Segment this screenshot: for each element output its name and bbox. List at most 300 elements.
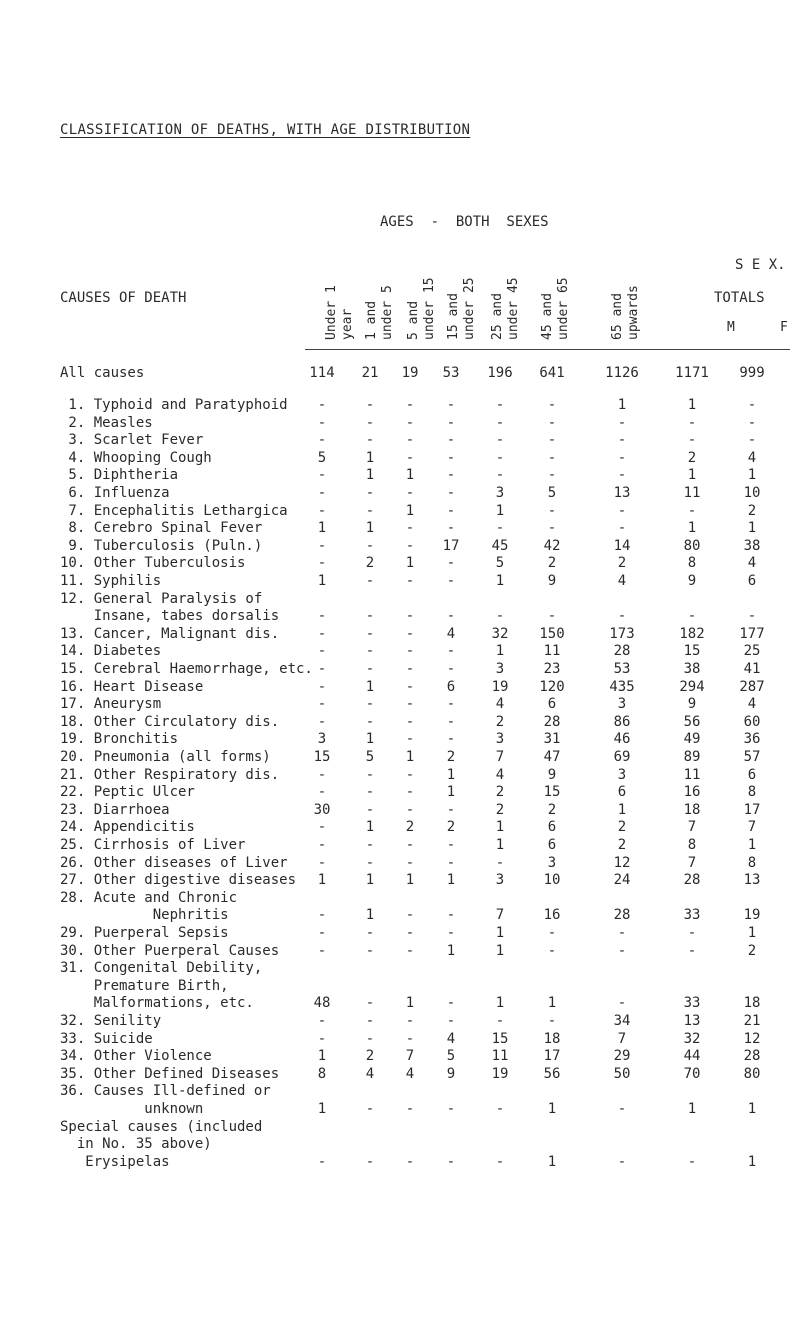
value-cell: 1 — [495, 573, 505, 589]
value-cell: 1 — [495, 925, 505, 941]
totals-header: TOTALS — [714, 290, 765, 306]
value-cell: - — [317, 502, 327, 519]
table-row — [0, 1031, 800, 1049]
value-cell: 1 — [687, 520, 697, 537]
cause-label: 33. Suicide — [60, 1030, 153, 1047]
cause-label: 11. Syphilis — [60, 573, 162, 589]
age-column-header — [610, 285, 705, 340]
value-cell: 11 — [683, 485, 701, 501]
value-cell: - — [446, 397, 456, 413]
value-cell: 1 — [495, 995, 505, 1012]
male-header: M — [727, 320, 735, 335]
value-cell: 56 — [543, 1065, 561, 1082]
value-cell: - — [317, 661, 327, 677]
value-cell: - — [365, 925, 375, 941]
value-cell: - — [446, 925, 456, 941]
value-cell: 2 — [365, 555, 375, 572]
cause-label: 2. Measles — [60, 414, 153, 431]
value-cell: 8 — [747, 854, 757, 871]
value-cell: - — [365, 573, 375, 589]
value-cell: 28 — [613, 907, 631, 924]
table-row — [0, 890, 800, 925]
value-cell: 1 — [495, 819, 505, 836]
value-cell: 3 — [547, 854, 557, 871]
table-row — [0, 450, 800, 468]
age-column-header-text: 65 and upwards — [610, 285, 641, 340]
value-cell: - — [317, 713, 327, 730]
value-cell: - — [405, 449, 415, 466]
value-cell: - — [365, 625, 375, 642]
value-cell: - — [405, 1030, 415, 1047]
value-cell: 4 — [446, 625, 456, 642]
value-cell: 28 — [543, 713, 561, 730]
value-cell: 8 — [687, 837, 697, 853]
value-cell: - — [446, 467, 456, 484]
value-cell: - — [405, 713, 415, 730]
page-title: CLASSIFICATION OF DEATHS, WITH AGE DISTRIBUTION — [60, 122, 471, 138]
value-cell: 2 — [405, 819, 415, 836]
value-cell: - — [317, 854, 327, 871]
value-cell: 3 — [495, 872, 505, 889]
table-row — [0, 714, 800, 732]
value-cell: - — [495, 1100, 505, 1117]
cause-label: 25. Cirrhosis of Liver — [60, 837, 246, 853]
value-cell: - — [687, 414, 697, 431]
value-cell: - — [687, 925, 697, 941]
value-cell: 15 — [543, 784, 561, 801]
value-cell: - — [617, 925, 627, 941]
value-cell: 49 — [683, 731, 701, 748]
table-row — [0, 365, 800, 383]
cause-label: 21. Other Respiratory dis. — [60, 766, 280, 783]
value-cell: 4 — [617, 573, 627, 589]
cause-label: 36. Causes Ill-defined or unknown — [60, 1083, 271, 1117]
value-cell: 3 — [495, 661, 505, 677]
value-cell: 15 — [491, 1030, 509, 1047]
value-cell: 23 — [543, 661, 561, 677]
cause-label: 9. Tuberculosis (Puln.) — [60, 537, 263, 554]
value-cell: - — [365, 414, 375, 431]
value-cell: 19 — [401, 365, 419, 381]
table-row — [0, 555, 800, 573]
value-cell: - — [405, 784, 415, 801]
value-cell: - — [617, 1153, 627, 1170]
value-cell: - — [405, 1100, 415, 1117]
value-cell: - — [495, 1153, 505, 1170]
cause-label: 3. Scarlet Fever — [60, 432, 204, 449]
value-cell: - — [495, 467, 505, 484]
value-cell: 120 — [539, 678, 565, 695]
value-cell: - — [317, 414, 327, 431]
value-cell: 25 — [743, 643, 761, 660]
cause-label: 20. Pneumonia (all forms) — [60, 749, 271, 765]
value-cell: 38 — [743, 537, 761, 554]
value-cell: - — [617, 449, 627, 466]
value-cell: 8 — [687, 555, 697, 572]
table-row — [0, 872, 800, 890]
value-cell: 1 — [446, 784, 456, 801]
value-cell: 44 — [683, 1048, 701, 1065]
value-cell: 2 — [617, 819, 627, 836]
value-cell: 1 — [365, 520, 375, 537]
value-cell: 38 — [683, 661, 701, 677]
value-cell: - — [446, 485, 456, 501]
value-cell: - — [446, 643, 456, 660]
value-cell: - — [617, 467, 627, 484]
value-cell: 5 — [317, 449, 327, 466]
value-cell: - — [317, 819, 327, 836]
age-column-header-text: 15 and under 25 — [446, 277, 477, 340]
value-cell: 4 — [365, 1065, 375, 1082]
value-cell: - — [405, 625, 415, 642]
value-cell: 28 — [743, 1048, 761, 1065]
value-cell: 4 — [495, 696, 505, 713]
value-cell: - — [446, 449, 456, 466]
value-cell: - — [405, 1013, 415, 1029]
age-column-header-text: 25 and under 45 — [490, 277, 521, 340]
value-cell: - — [617, 608, 627, 625]
value-cell: - — [405, 1153, 415, 1170]
value-cell: 1 — [365, 907, 375, 924]
table-row — [0, 943, 800, 961]
value-cell: - — [446, 731, 456, 748]
value-cell: - — [747, 432, 757, 449]
value-cell: 80 — [683, 537, 701, 554]
value-cell: 196 — [487, 365, 513, 381]
cause-label: 8. Cerebro Spinal Fever — [60, 520, 263, 537]
value-cell: 1 — [317, 573, 327, 589]
value-cell: 10 — [743, 485, 761, 501]
value-cell: - — [617, 502, 627, 519]
value-cell: 17 — [442, 537, 460, 554]
value-cell: 999 — [739, 365, 765, 381]
value-cell: 70 — [683, 1065, 701, 1082]
value-cell: 7 — [405, 1048, 415, 1065]
value-cell: - — [317, 555, 327, 572]
value-cell: - — [446, 801, 456, 818]
value-cell: - — [446, 1153, 456, 1170]
value-cell: 18 — [743, 995, 761, 1012]
value-cell: 15 — [313, 749, 331, 765]
value-cell: - — [687, 502, 697, 519]
value-cell: 435 — [609, 678, 635, 695]
value-cell: 32 — [683, 1030, 701, 1047]
value-cell: 2 — [446, 819, 456, 836]
value-cell: - — [617, 414, 627, 431]
value-cell: - — [365, 661, 375, 677]
value-cell: 3 — [317, 731, 327, 748]
value-cell: 32 — [491, 625, 509, 642]
value-cell: 14 — [613, 537, 631, 554]
value-cell: 53 — [613, 661, 631, 677]
value-cell: 1 — [687, 1100, 697, 1117]
value-cell: 2 — [747, 942, 757, 959]
table-row — [0, 538, 800, 556]
age-column-header-text: 5 and under 15 — [406, 277, 437, 340]
value-cell: - — [317, 1030, 327, 1047]
value-cell: 6 — [547, 696, 557, 713]
value-cell: 4 — [446, 1030, 456, 1047]
value-cell: 33 — [683, 995, 701, 1012]
value-cell: - — [446, 995, 456, 1012]
cause-label: 26. Other diseases of Liver — [60, 854, 288, 871]
value-cell: - — [495, 854, 505, 871]
value-cell: 1 — [547, 995, 557, 1012]
value-cell: 2 — [495, 713, 505, 730]
value-cell: 4 — [747, 449, 757, 466]
value-cell: - — [317, 397, 327, 413]
value-cell: - — [405, 643, 415, 660]
value-cell: 29 — [613, 1048, 631, 1065]
value-cell: 1 — [747, 467, 757, 484]
table-row — [0, 960, 800, 1013]
table-row — [0, 767, 800, 785]
value-cell: 2 — [495, 784, 505, 801]
cause-label: 35. Other Defined Diseases — [60, 1065, 280, 1082]
value-cell: 7 — [747, 819, 757, 836]
cause-label: 15. Cerebral Haemorrhage, etc. — [60, 661, 313, 677]
value-cell: - — [446, 432, 456, 449]
value-cell: 6 — [547, 837, 557, 853]
cause-label: 18. Other Circulatory dis. — [60, 713, 280, 730]
value-cell: - — [405, 731, 415, 748]
value-cell: 21 — [361, 365, 379, 381]
cause-label: 4. Whooping Cough — [60, 449, 212, 466]
cause-label: 12. General Paralysis of Insane, tabes dorsalis — [60, 590, 280, 625]
cause-label: 6. Influenza — [60, 485, 170, 501]
value-cell: 69 — [613, 749, 631, 765]
value-cell: - — [317, 485, 327, 501]
value-cell: 2 — [617, 555, 627, 572]
value-cell: 7 — [687, 854, 697, 871]
ages-header: AGES - BOTH SEXES — [380, 214, 549, 230]
table-row — [0, 1013, 800, 1031]
value-cell: 19 — [491, 1065, 509, 1082]
cause-label: 29. Puerperal Sepsis — [60, 925, 229, 941]
value-cell: 24 — [613, 872, 631, 889]
value-cell: 6 — [547, 819, 557, 836]
value-cell: 7 — [617, 1030, 627, 1047]
age-column-header-text: 45 and under 65 — [540, 277, 571, 340]
value-cell: 1 — [617, 801, 627, 818]
table-row — [0, 626, 800, 644]
value-cell: - — [405, 520, 415, 537]
value-cell: - — [365, 432, 375, 449]
value-cell: - — [317, 432, 327, 449]
value-cell: - — [365, 854, 375, 871]
value-cell: - — [405, 537, 415, 554]
table-row — [0, 591, 800, 626]
value-cell: - — [446, 555, 456, 572]
cause-label: 13. Cancer, Malignant dis. — [60, 625, 280, 642]
value-cell: 5 — [495, 555, 505, 572]
value-cell: 86 — [613, 713, 631, 730]
value-cell: 1 — [365, 449, 375, 466]
value-cell: - — [317, 784, 327, 801]
value-cell: 1171 — [675, 365, 709, 381]
value-cell: 9 — [547, 766, 557, 783]
value-cell: 56 — [683, 713, 701, 730]
value-cell: 19 — [491, 678, 509, 695]
value-cell: 11 — [543, 643, 561, 660]
value-cell: - — [405, 696, 415, 713]
value-cell: - — [446, 854, 456, 871]
value-cell: 8 — [317, 1065, 327, 1082]
value-cell: 1 — [365, 872, 375, 889]
value-cell: 30 — [313, 801, 331, 818]
value-cell: 1 — [446, 942, 456, 959]
value-cell: - — [405, 432, 415, 449]
value-cell: - — [365, 713, 375, 730]
value-cell: - — [405, 397, 415, 413]
causes-header: CAUSES OF DEATH — [60, 290, 187, 306]
value-cell: 6 — [747, 573, 757, 589]
value-cell: 9 — [687, 696, 697, 713]
value-cell: - — [747, 397, 757, 413]
value-cell: 4 — [405, 1065, 415, 1082]
value-cell: 16 — [543, 907, 561, 924]
value-cell: - — [547, 925, 557, 941]
value-cell: 2 — [687, 449, 697, 466]
value-cell: 8 — [747, 784, 757, 801]
table-row — [0, 1066, 800, 1084]
value-cell: - — [317, 467, 327, 484]
value-cell: - — [405, 608, 415, 625]
value-cell: 287 — [739, 678, 765, 695]
value-cell: 6 — [747, 766, 757, 783]
value-cell: - — [317, 766, 327, 783]
value-cell: 1 — [405, 502, 415, 519]
female-header: F — [780, 320, 788, 335]
value-cell: 18 — [683, 801, 701, 818]
value-cell: - — [365, 1030, 375, 1047]
value-cell: - — [446, 661, 456, 677]
value-cell: 48 — [313, 995, 331, 1012]
value-cell: 177 — [739, 625, 765, 642]
table-row — [0, 432, 800, 450]
value-cell: - — [747, 608, 757, 625]
table-row — [0, 731, 800, 749]
value-cell: - — [365, 1153, 375, 1170]
value-cell: - — [687, 942, 697, 959]
value-cell: - — [547, 467, 557, 484]
cause-label: 7. Encephalitis Lethargica — [60, 502, 288, 519]
value-cell: 4 — [747, 555, 757, 572]
table-row — [0, 503, 800, 521]
cause-label: 28. Acute and Chronic Nephritis — [60, 889, 238, 924]
value-cell: - — [446, 696, 456, 713]
value-cell: - — [405, 485, 415, 501]
value-cell: 7 — [495, 749, 505, 765]
value-cell: 1 — [365, 819, 375, 836]
value-cell: 47 — [543, 749, 561, 765]
cause-label: 5. Diphtheria — [60, 467, 179, 484]
value-cell: 2 — [547, 801, 557, 818]
value-cell: 57 — [743, 749, 761, 765]
value-cell: - — [495, 432, 505, 449]
table-row — [0, 485, 800, 503]
age-column-header-text: Under 1 year — [324, 285, 355, 340]
value-cell: - — [547, 942, 557, 959]
table-row — [0, 696, 800, 714]
value-cell: - — [446, 907, 456, 924]
table-row — [0, 837, 800, 855]
value-cell: 1 — [747, 925, 757, 941]
value-cell: - — [446, 608, 456, 625]
value-cell: - — [405, 837, 415, 853]
value-cell: 1 — [405, 555, 415, 572]
value-cell: 53 — [442, 365, 460, 381]
value-cell: 41 — [743, 661, 761, 677]
value-cell: 1 — [446, 766, 456, 783]
value-cell: - — [317, 537, 327, 554]
value-cell: 9 — [547, 573, 557, 589]
value-cell: - — [617, 1100, 627, 1117]
value-cell: - — [365, 397, 375, 413]
value-cell: 9 — [687, 573, 697, 589]
value-cell: 2 — [365, 1048, 375, 1065]
table-row — [0, 397, 800, 415]
value-cell: - — [317, 925, 327, 941]
value-cell: 17 — [743, 801, 761, 818]
value-cell: - — [687, 432, 697, 449]
cause-label: 23. Diarrhoea — [60, 801, 170, 818]
value-cell: 13 — [743, 872, 761, 889]
value-cell: 89 — [683, 749, 701, 765]
table-row — [0, 467, 800, 485]
value-cell: 1 — [405, 995, 415, 1012]
table-row — [0, 925, 800, 943]
value-cell: 1 — [446, 872, 456, 889]
header-rule — [305, 349, 790, 350]
value-cell: 114 — [309, 365, 335, 381]
sex-header: S E X. — [735, 257, 786, 273]
value-cell: 1 — [747, 520, 757, 537]
value-cell: - — [547, 449, 557, 466]
value-cell: - — [405, 661, 415, 677]
cause-label: Special causes (included in No. 35 above) Erysipelas — [60, 1118, 263, 1170]
value-cell: - — [687, 1153, 697, 1170]
cause-label: 32. Senility — [60, 1013, 162, 1029]
value-cell: - — [547, 397, 557, 413]
value-cell: 6 — [446, 678, 456, 695]
table-row — [0, 679, 800, 697]
value-cell: 2 — [617, 837, 627, 853]
value-cell: - — [317, 1013, 327, 1029]
value-cell: 641 — [539, 365, 565, 381]
value-cell: 1 — [687, 467, 697, 484]
value-cell: 1 — [747, 1100, 757, 1117]
value-cell: 3 — [617, 766, 627, 783]
value-cell: 5 — [547, 485, 557, 501]
value-cell: 42 — [543, 537, 561, 554]
value-cell: 50 — [613, 1065, 631, 1082]
value-cell: - — [495, 520, 505, 537]
value-cell: 3 — [617, 696, 627, 713]
value-cell: - — [365, 784, 375, 801]
table-row — [0, 661, 800, 679]
value-cell: 11 — [683, 766, 701, 783]
value-cell: - — [405, 925, 415, 941]
value-cell: - — [547, 520, 557, 537]
value-cell: 1 — [317, 872, 327, 889]
value-cell: - — [317, 678, 327, 695]
value-cell: 46 — [613, 731, 631, 748]
value-cell: 1 — [687, 397, 697, 413]
value-cell: - — [446, 573, 456, 589]
value-cell: 1 — [405, 467, 415, 484]
table-row — [0, 520, 800, 538]
